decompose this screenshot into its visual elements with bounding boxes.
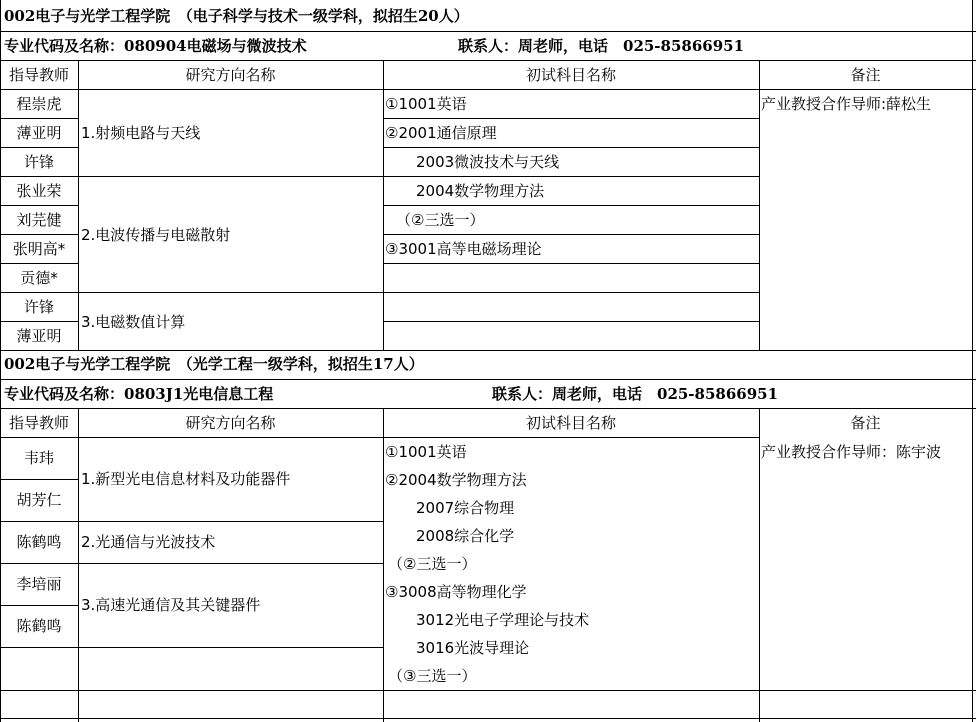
contact-info: 联系人：周老师，电话 025-85866951	[458, 37, 745, 55]
col-header-note: 备注	[850, 414, 881, 432]
research-direction: 1.射频电路与天线	[81, 124, 201, 142]
exam-subject: ②2001通信原理	[385, 124, 497, 142]
advisor-name: 陈鹤鸣	[16, 617, 62, 635]
col-header-exam: 初试科目名称	[525, 414, 616, 432]
exam-subject: 3012光电子学理论与技术	[416, 611, 590, 629]
col-header-exam: 初试科目名称	[525, 66, 616, 84]
exam-choice-note: （②三选一）	[388, 555, 477, 573]
advisor-name: 李培丽	[16, 575, 62, 593]
remark: 产业教授合作导师：陈宇波	[761, 443, 942, 461]
advisor-name: 贡德*	[20, 269, 58, 287]
research-direction: 1.新型光电信息材料及功能器件	[81, 470, 291, 488]
major-name: 专业代码及名称：080904电磁场与微波技术	[4, 37, 307, 55]
exam-subject: 2004数学物理方法	[416, 182, 545, 200]
advisor-name: 刘芫健	[16, 211, 62, 229]
advisor-name: 张明高*	[12, 240, 66, 258]
exam-subject: ③3001高等电磁场理论	[385, 240, 542, 258]
research-direction: 2.光通信与光波技术	[81, 533, 216, 551]
research-direction: 3.电磁数值计算	[81, 313, 186, 331]
remark: 产业教授合作导师:薛松生	[761, 95, 932, 113]
advisor-name: 程崇虎	[16, 95, 62, 113]
advisor-name: 陈鹤鸣	[16, 533, 62, 551]
advisor-name: 薄亚明	[16, 124, 62, 142]
research-direction: 3.高速光通信及其关键器件	[81, 596, 261, 614]
col-header-direction: 研究方向名称	[185, 66, 276, 84]
contact-info: 联系人：周老师，电话 025-85866951	[492, 385, 779, 403]
exam-subject: 2003微波技术与天线	[416, 153, 560, 171]
col-header-advisor: 指导教师	[8, 66, 69, 84]
col-header-note: 备注	[850, 66, 881, 84]
exam-subject: 2008综合化学	[416, 527, 515, 545]
exam-subject: ①1001英语	[385, 443, 467, 461]
col-header-advisor: 指导教师	[8, 414, 69, 432]
exam-subject: 3016光波导理论	[416, 639, 530, 657]
advisor-name: 胡芳仁	[16, 491, 62, 509]
exam-choice-note: （③三选一）	[388, 667, 477, 685]
exam-subject: ①1001英语	[385, 95, 467, 113]
exam-choice-note: （②三选一）	[396, 211, 485, 229]
exam-subject: ②2004数学物理方法	[385, 471, 527, 489]
exam-subject: ③3008高等物理化学	[385, 583, 527, 601]
exam-subject: 2007综合物理	[416, 499, 515, 517]
section-header: 002电子与光学工程学院 （光学工程一级学科，拟招生17人）	[4, 355, 424, 373]
advisor-name: 张业荣	[16, 182, 62, 200]
advisor-name: 韦玮	[23, 449, 54, 467]
research-direction: 2.电波传播与电磁散射	[81, 226, 231, 244]
col-header-direction: 研究方向名称	[185, 414, 276, 432]
advisor-name: 许锋	[23, 153, 54, 171]
advisor-name: 薄亚明	[16, 327, 62, 345]
advisor-name: 许锋	[23, 298, 54, 316]
section-header: 002电子与光学工程学院 （电子科学与技术一级学科，拟招生20人）	[4, 7, 469, 25]
major-name: 专业代码及名称：0803J1光电信息工程	[4, 385, 274, 403]
